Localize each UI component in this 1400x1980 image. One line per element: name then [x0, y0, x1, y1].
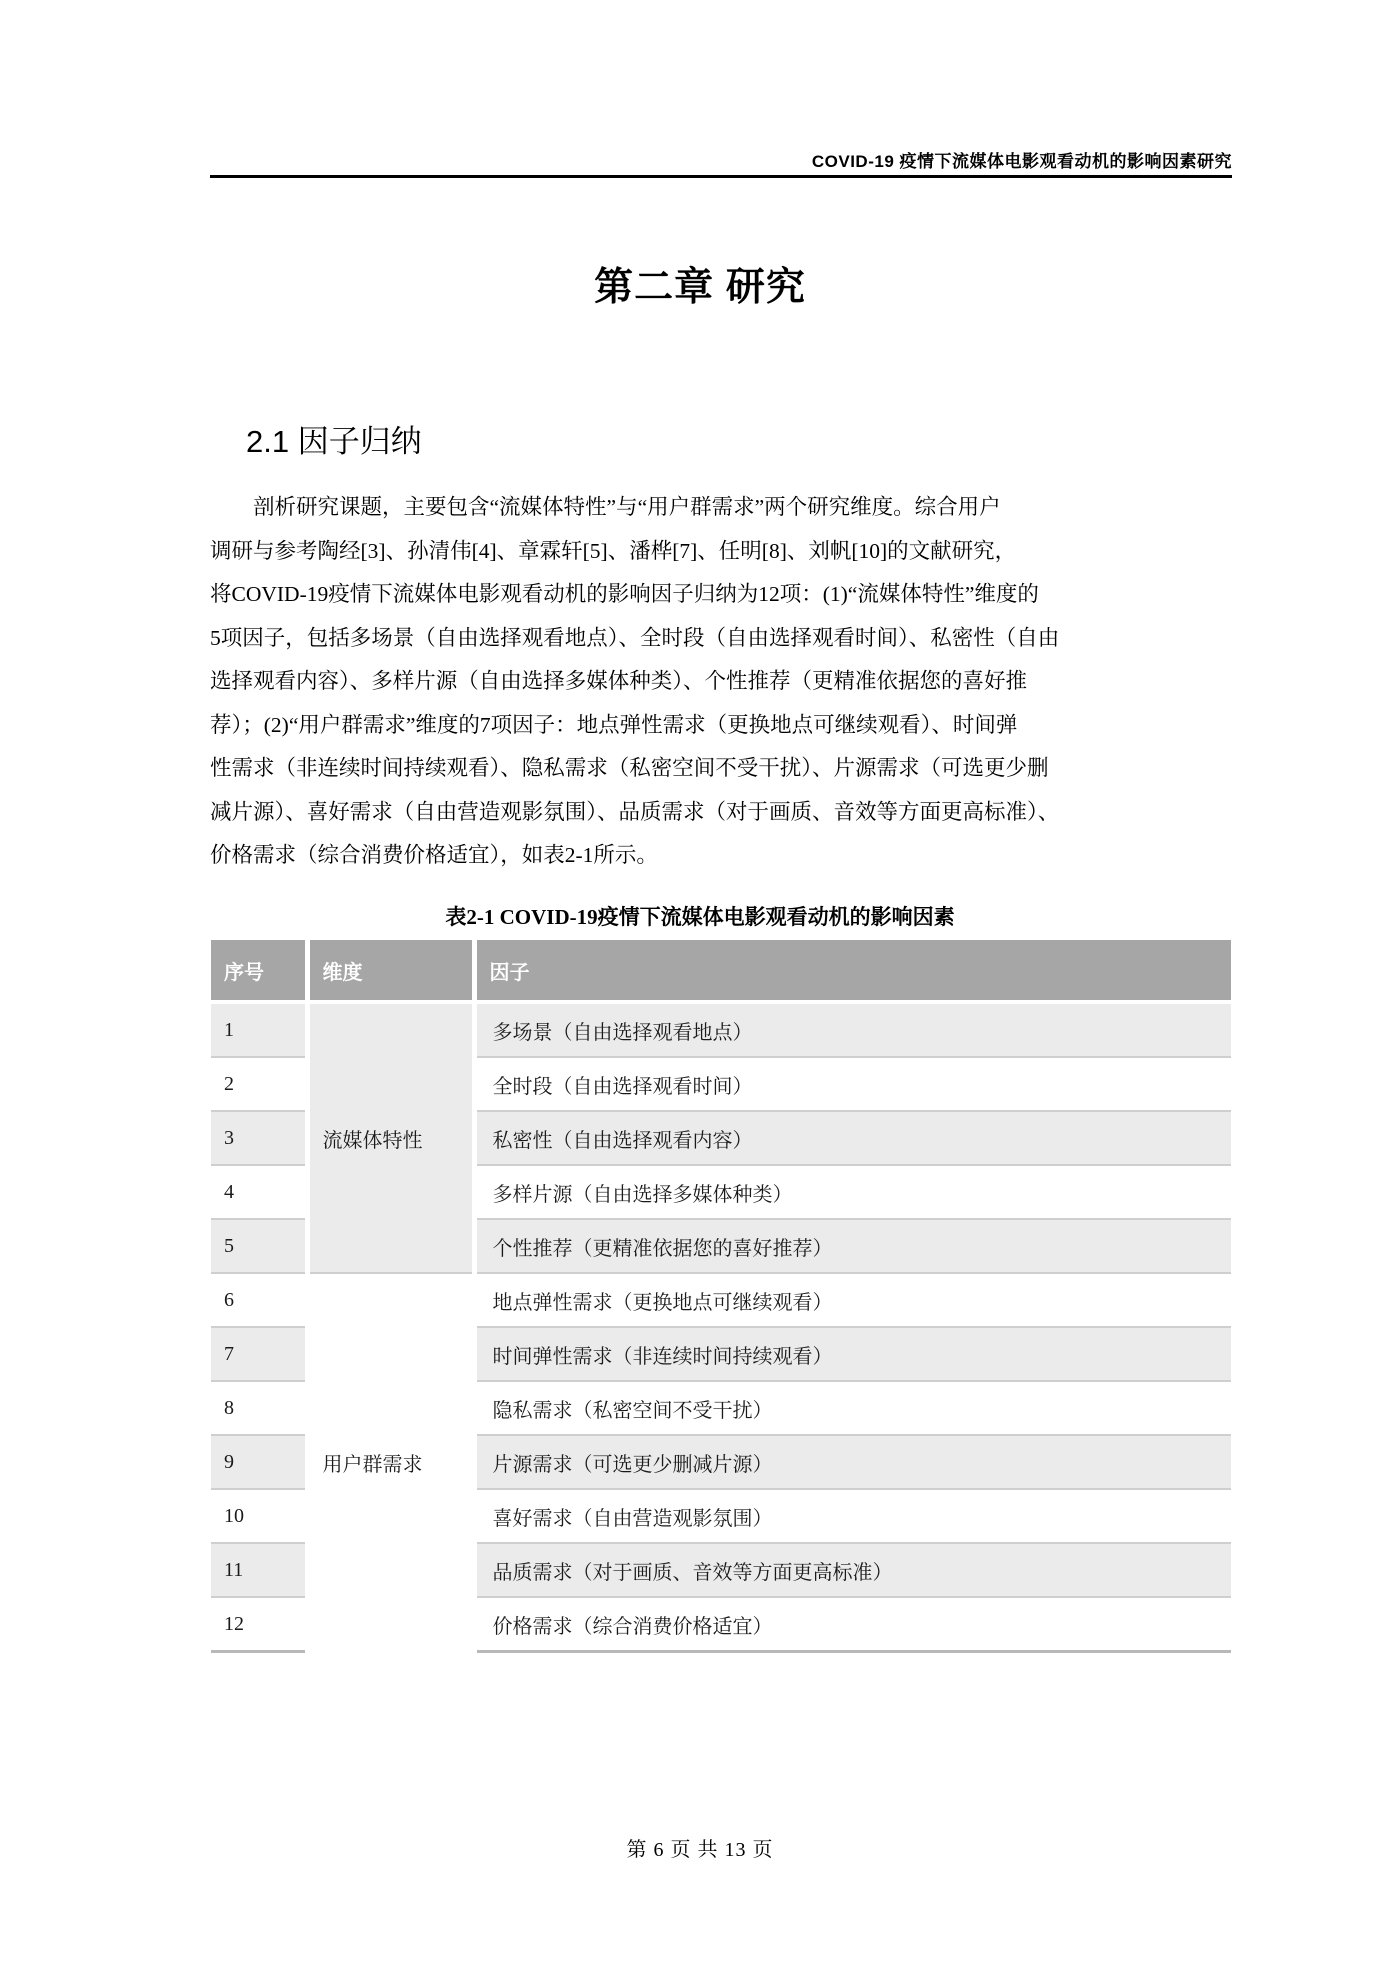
- dimension-cell: 用户群需求: [307, 1273, 474, 1652]
- table-header-no: 序号: [211, 940, 307, 1002]
- factor-cell: 个性推荐（更精准依据您的喜好推荐）: [474, 1219, 1231, 1273]
- paragraph-line: 价格需求（综合消费价格适宜），如表2-1所示。: [210, 843, 658, 867]
- dimension-cell: 流媒体特性: [307, 1002, 474, 1273]
- factor-cell: 多样片源（自由选择多媒体种类）: [474, 1165, 1231, 1219]
- row-number-cell: 10: [211, 1489, 307, 1543]
- row-number-cell: 9: [211, 1435, 307, 1489]
- factor-cell: 隐私需求（私密空间不受干扰）: [474, 1381, 1231, 1435]
- paragraph-line: 减片源）、喜好需求（自由营造观影氛围）、品质需求（对于画质、音效等方面更高标准）、: [210, 799, 1060, 824]
- paragraph-line: 荐）；(2)“用户群需求”维度的7项因子：地点弹性需求（更换地点可继续观看）、时间弹: [210, 712, 1018, 737]
- row-number-cell: 8: [211, 1381, 307, 1435]
- table-row: [211, 1002, 1231, 1057]
- factor-cell: 私密性（自由选择观看内容）: [474, 1111, 1231, 1165]
- factor-cell: 多场景（自由选择观看地点）: [474, 1002, 1231, 1057]
- row-number-cell: 4: [211, 1165, 307, 1219]
- table-caption: 表2-1 COVID-19疫情下流媒体电影观看动机的影响因素: [445, 905, 955, 929]
- row-number-cell: 11: [211, 1543, 307, 1597]
- factor-cell: 价格需求（综合消费价格适宜）: [474, 1597, 1231, 1652]
- paragraph-line: 选择观看内容）、多样片源（自由选择多媒体种类）、个性推荐（更精准依据您的喜好推: [210, 669, 1028, 693]
- row-number-cell: 6: [211, 1273, 307, 1327]
- factor-cell: 喜好需求（自由营造观影氛围）: [474, 1489, 1231, 1543]
- paragraph-line: 将COVID-19疫情下流媒体电影观看动机的影响因子归纳为12项：(1)“流媒体特性”维度的: [210, 582, 1039, 606]
- row-number-cell: 5: [211, 1219, 307, 1273]
- factor-cell: 片源需求（可选更少删减片源）: [474, 1435, 1231, 1489]
- chapter-title: 第二章 研究: [594, 266, 806, 309]
- header-rule: [210, 175, 1232, 178]
- row-number-cell: 2: [211, 1057, 307, 1111]
- paragraph-line: 5项因子，包括多场景（自由选择观看地点）、全时段（自由选择观看时间）、私密性（自由: [210, 625, 1060, 650]
- table-header-factor: 因子: [474, 940, 1231, 1002]
- page-number-footer: 第 6 页 共 13 页: [626, 1839, 774, 1861]
- factors-table: [211, 940, 1231, 1653]
- table-row: [211, 1273, 1231, 1327]
- factor-cell: 全时段（自由选择观看时间）: [474, 1057, 1231, 1111]
- table-header-dimension: 维度: [307, 940, 474, 1002]
- factor-cell: 品质需求（对于画质、音效等方面更高标准）: [474, 1543, 1231, 1597]
- row-number-cell: 12: [211, 1597, 307, 1652]
- running-head-title: COVID-19 疫情下流媒体电影观看动机的影响因素研究: [811, 152, 1232, 171]
- paragraph-line: 调研与参考陶经[3]、孙清伟[4]、章霖轩[5]、潘桦[7]、任明[8]、刘帆[10]的文献研究，: [210, 538, 1017, 563]
- body-paragraph: [210, 486, 1234, 878]
- row-number-cell: 7: [211, 1327, 307, 1381]
- row-number-cell: 1: [211, 1002, 307, 1057]
- paragraph-line: 剖析研究课题，主要包含“流媒体特性”与“用户群需求”两个研究维度。综合用户: [253, 495, 1001, 519]
- paragraph-line: 性需求（非连续时间持续观看）、隐私需求（私密空间不受干扰）、片源需求（可选更少删: [210, 756, 1049, 780]
- factor-cell: 地点弹性需求（更换地点可继续观看）: [474, 1273, 1231, 1327]
- table-header-row: [211, 940, 1231, 1002]
- factor-cell: 时间弹性需求（非连续时间持续观看）: [474, 1327, 1231, 1381]
- row-number-cell: 3: [211, 1111, 307, 1165]
- section-title: 2.1 因子归纳: [246, 424, 422, 459]
